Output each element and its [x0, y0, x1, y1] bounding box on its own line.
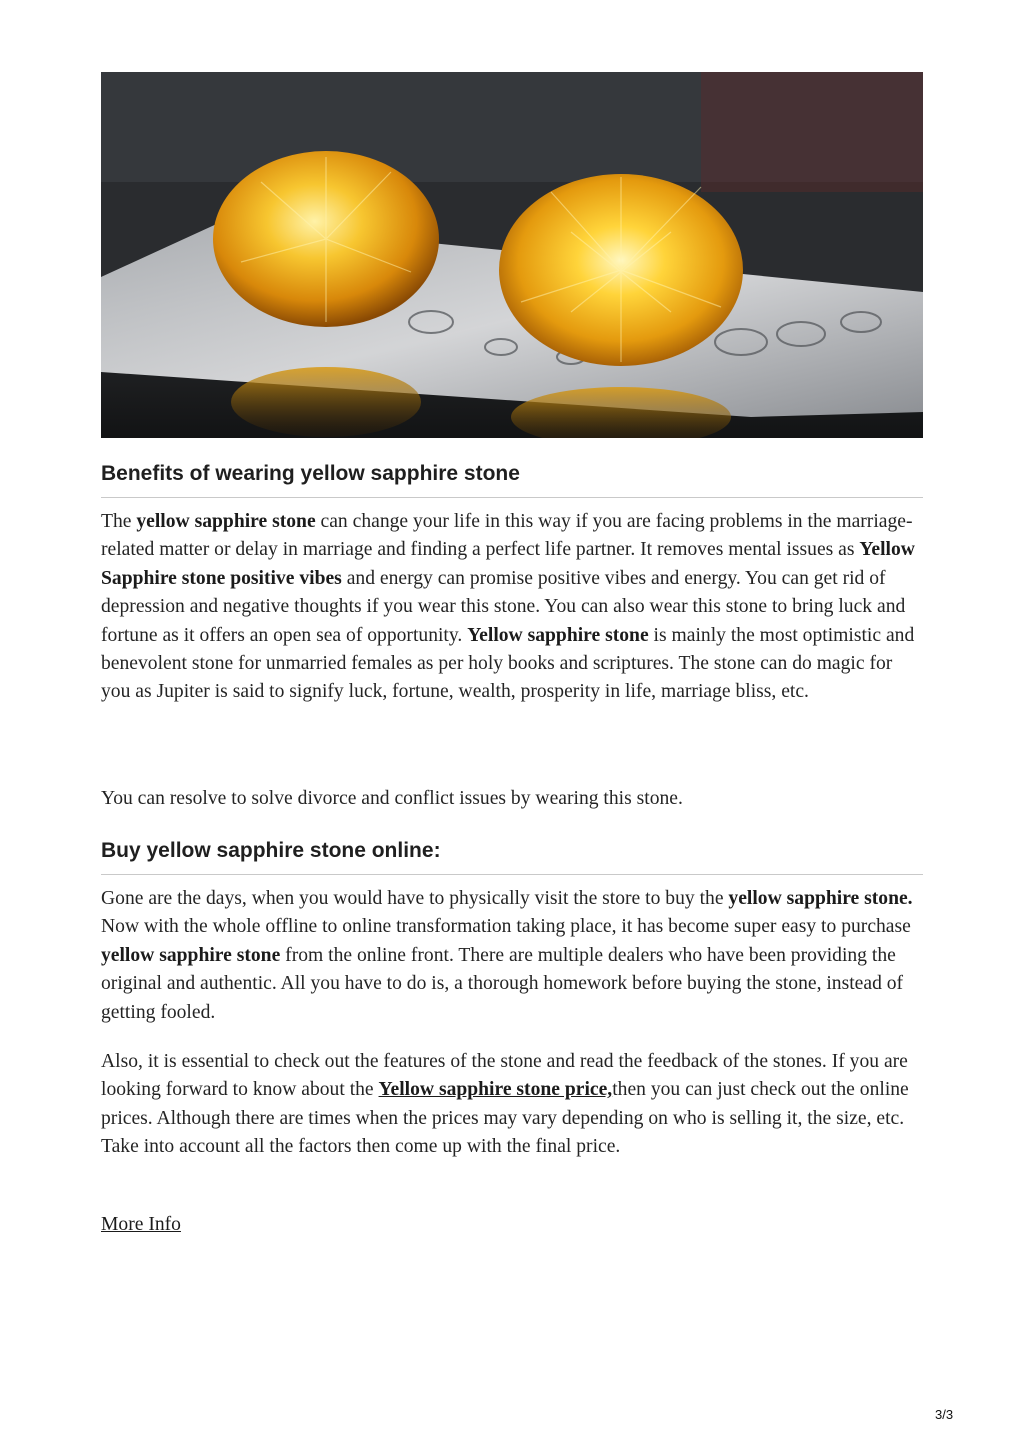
- text-run: then you can just check out the online prices. Although there are times when the prices may vary depending on who is selling it, the size, etc. Take into account all the factors then come up with the final price.: [101, 1079, 909, 1158]
- link-text: Yellow sapphire stone price,: [378, 1079, 613, 1101]
- text-run: Gone are the days, when you would have to physically visit the store to buy the: [101, 888, 729, 909]
- bold-text: yellow sapphire stone.: [728, 888, 913, 909]
- bold-text: yellow sapphire stone: [136, 511, 316, 532]
- benefits-paragraph: [101, 508, 923, 707]
- more-info-line: [101, 1211, 923, 1239]
- divorce-paragraph: You can resolve to solve divorce and conflict issues by wearing this stone.: [101, 788, 683, 809]
- section-heading-buy-online: Buy yellow sapphire stone online:: [101, 839, 441, 862]
- text-run: The: [101, 511, 137, 532]
- gemstone-illustration: [101, 72, 923, 438]
- text-run: is mainly the most optimistic and benevolent stone for unmarried females as per holy books and scriptures. The stone can do magic for you as Jupiter is said to signify luck, fortune, wealth, prosperity in life, marriage bliss, etc.: [101, 624, 915, 703]
- bold-text: Yellow sapphire stone: [467, 624, 649, 646]
- page-number: 3/3: [935, 1407, 954, 1422]
- text-run: and energy can promise positive vibes and energy. You can get rid of depression and negative thoughts if you wear this stone. You can also wear this stone to bring luck and fortune as it offers an open sea of opportunity.: [101, 567, 906, 646]
- price-paragraph: [101, 1048, 923, 1162]
- bold-text: Yellow Sapphire stone positive vibes: [101, 539, 915, 589]
- text-run: can change your life in this way if you are facing problems in the marriage-related matter or delay in marriage and finding a perfect life partner. It removes mental issues as: [101, 511, 913, 561]
- bold-text: yellow sapphire stone: [101, 944, 281, 966]
- yellow-sapphire-price-link[interactable]: [379, 1079, 613, 1100]
- heading-divider: [101, 497, 923, 498]
- section-heading-benefits: Benefits of wearing yellow sapphire stone: [101, 462, 520, 485]
- text-run: from the online front. There are multiple dealers who have been providing the original and authentic. All you have to do is, a thorough homework before buying the stone, instead of getting fooled.: [101, 944, 904, 1023]
- text-run: Also, it is essential to check out the features of the stone and read the feedback of the stones. If you are looking forward to know about the: [101, 1051, 908, 1101]
- yellow-sapphire-photo: [101, 72, 923, 438]
- heading-divider: [101, 874, 923, 875]
- buy-online-paragraph: [101, 885, 923, 1027]
- text-run: Now with the whole offline to online transformation taking place, it has become super easy to purchase: [101, 916, 911, 938]
- more-info-link[interactable]: More Info: [101, 1214, 181, 1235]
